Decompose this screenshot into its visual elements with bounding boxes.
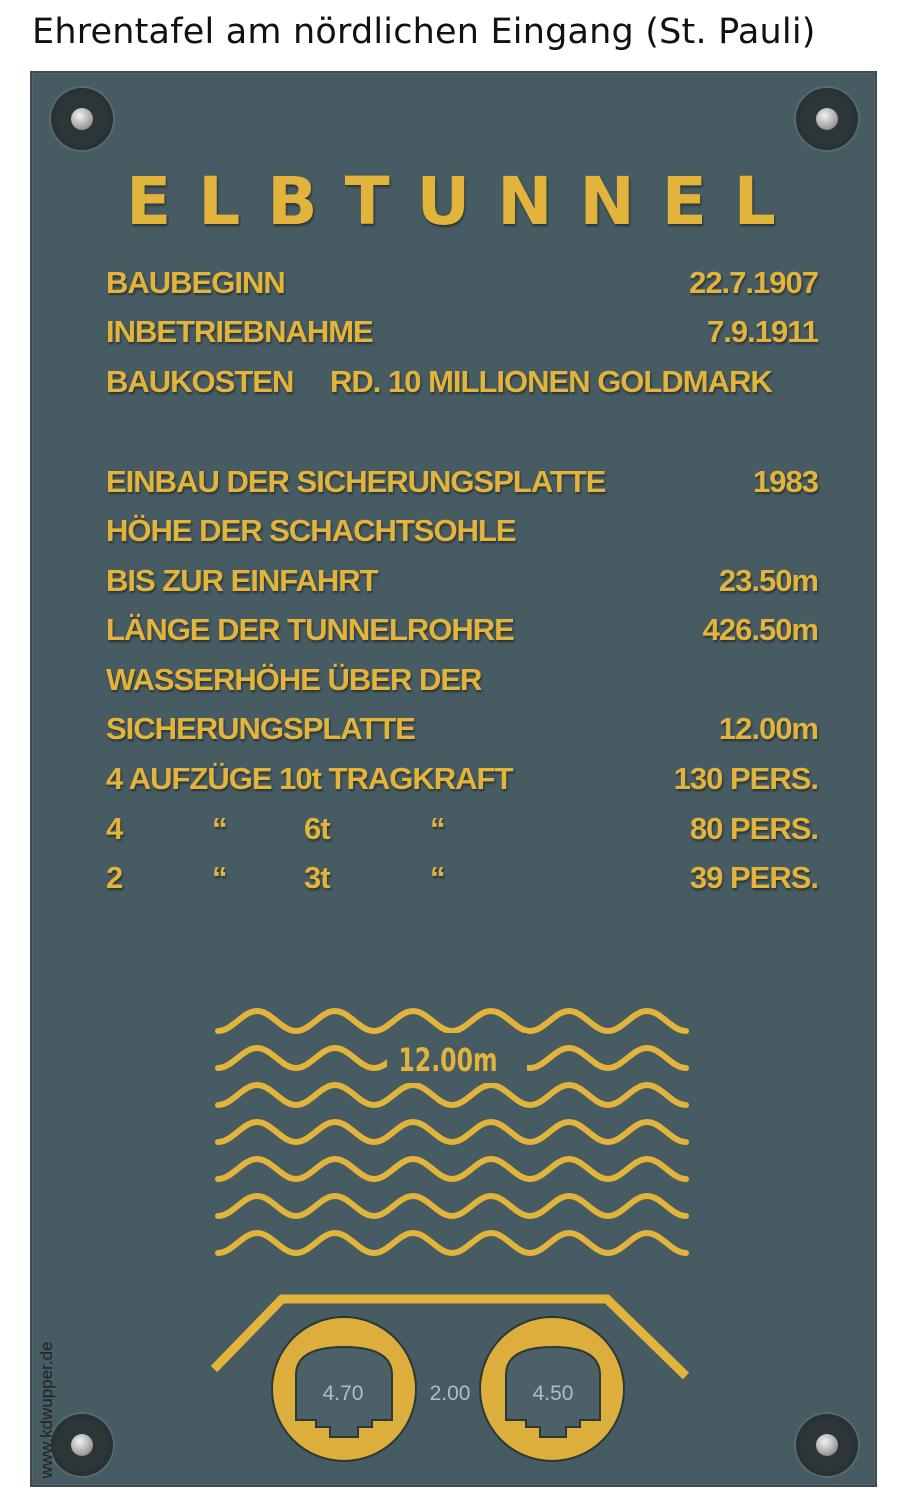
- watermark: www.kdwupper.de: [37, 1341, 56, 1479]
- row-value: 80 PERS.: [689, 811, 818, 846]
- row-value: 22.7.1907: [689, 265, 818, 300]
- ditto-mark: “: [212, 811, 227, 846]
- row-baubeginn: [106, 265, 818, 311]
- screw-top-left-icon: [51, 88, 113, 150]
- row-laenge-tunnelrohre: [106, 612, 818, 658]
- row-label: BIS ZUR EINFAHRT: [106, 563, 378, 598]
- row-label: BAUKOSTEN: [106, 364, 294, 399]
- tube-left-label: 4.70: [322, 1382, 364, 1405]
- wave-line: [218, 1159, 686, 1179]
- row-value: 7.9.1911: [707, 314, 818, 349]
- water-height-label: 12.00m: [398, 1041, 498, 1079]
- row-aufzuege-3t: [106, 860, 818, 906]
- row-value: 23.50m: [718, 563, 818, 598]
- row-bis-zur-einfahrt: [106, 563, 818, 609]
- wave-line: [218, 1011, 686, 1031]
- wave-line: [218, 1196, 686, 1216]
- row-baukosten: [106, 364, 818, 410]
- row-value: RD. 10 MILLIONEN GOLDMARK: [330, 364, 772, 399]
- tube-gap-label: 2.00: [429, 1382, 471, 1405]
- page-title: Ehrentafel am nördlichen Eingang (St. Pauli): [32, 12, 816, 52]
- wave-line: [218, 1233, 686, 1253]
- row-inbetriebnahme: [106, 314, 818, 360]
- row-sicherungsplatte: [106, 711, 818, 757]
- row-hoehe-schachtsohle: [106, 513, 818, 559]
- row-label: LÄNGE DER TUNNELROHRE: [106, 612, 514, 647]
- row-label: SICHERUNGSPLATTE: [106, 711, 415, 746]
- plaque-heading: ELBTUNNEL: [126, 163, 803, 240]
- row-wasserhoehe: [106, 662, 818, 708]
- row-sicherungsplatte-einbau: [106, 464, 818, 510]
- ditto-mark: “: [430, 811, 445, 846]
- ditto-mark: “: [430, 860, 445, 895]
- ditto-mark: “: [212, 860, 227, 895]
- wave-line: [218, 1085, 686, 1105]
- row-value: 12.00m: [718, 711, 818, 746]
- memorial-plaque: [30, 71, 877, 1487]
- row-value: 39 PERS.: [689, 860, 818, 895]
- row-aufzuege-10t: [106, 761, 818, 807]
- row-aufzuege-6t: [106, 811, 818, 857]
- row-label: INBETRIEBNAHME: [106, 314, 373, 349]
- elevator-load: 6t: [304, 811, 330, 846]
- tunnel-tube-right: [480, 1317, 624, 1461]
- elevator-count: 2: [106, 860, 123, 895]
- row-value: 426.50m: [702, 612, 818, 647]
- tunnel-diagram: [32, 933, 875, 1493]
- tube-right-label: 4.50: [532, 1382, 574, 1405]
- row-label: HÖHE DER SCHACHTSOHLE: [106, 513, 516, 548]
- wave-line: [218, 1122, 686, 1142]
- tunnel-tube-left: [272, 1317, 416, 1461]
- screw-top-right-icon: [796, 88, 858, 150]
- elevator-load: 3t: [304, 860, 330, 895]
- elevator-count: 4: [106, 811, 123, 846]
- row-value: 130 PERS.: [673, 761, 818, 796]
- row-label: EINBAU DER SICHERUNGSPLATTE: [106, 464, 606, 499]
- row-label: BAUBEGINN: [106, 265, 285, 300]
- row-label: 4 AUFZÜGE 10t TRAGKRAFT: [106, 761, 513, 796]
- row-label: WASSERHÖHE ÜBER DER: [106, 662, 482, 697]
- row-value: 1983: [753, 464, 818, 499]
